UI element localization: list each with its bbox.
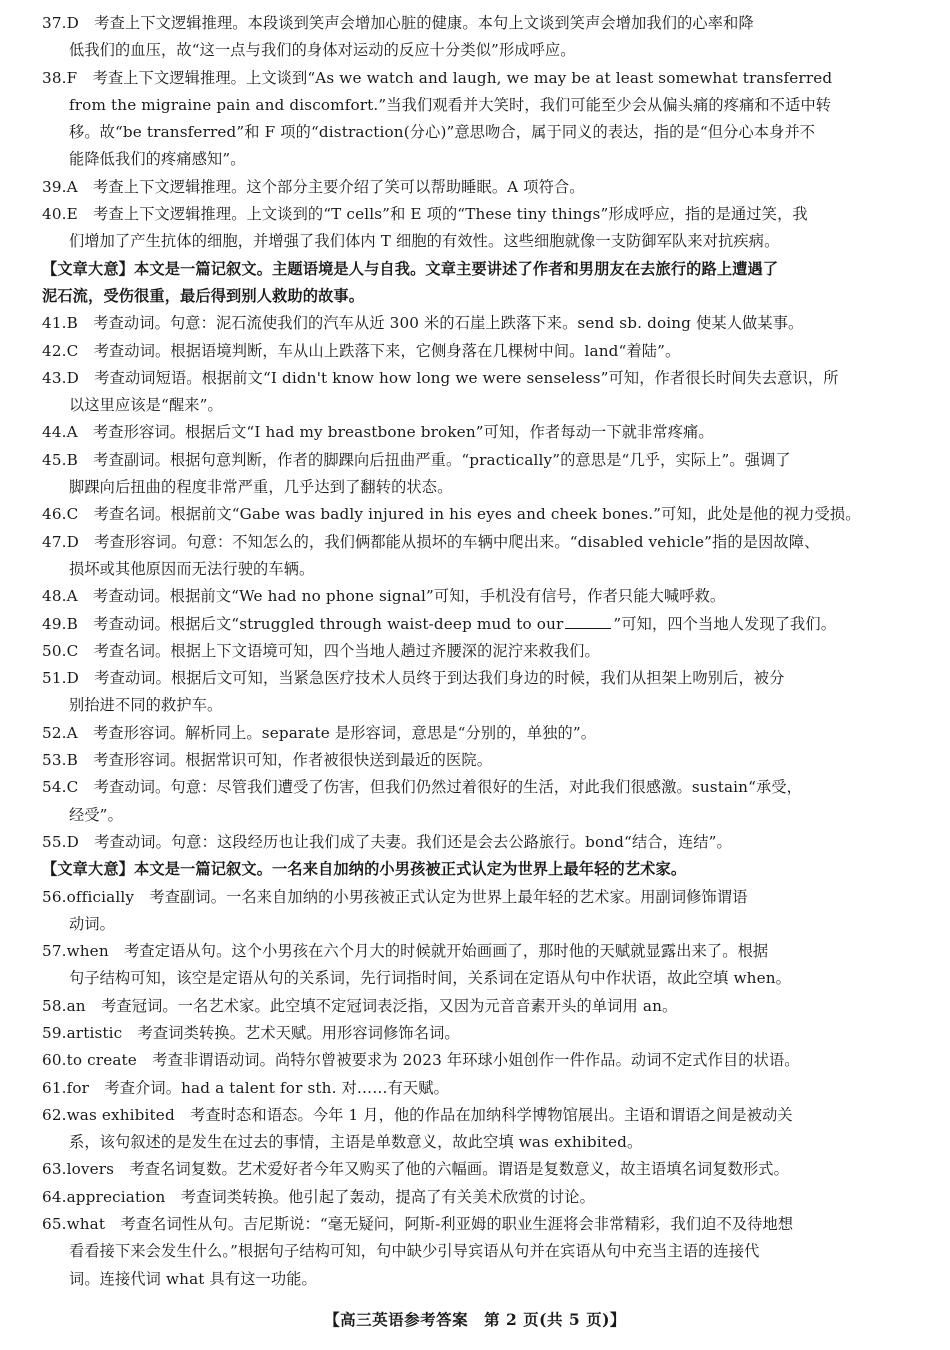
answer-line: 59.artistic 考查词类转换。艺术天赋。用形容词修饰名词。: [42, 1023, 460, 1042]
answer-line: 看看接下来会发生什么。”根据句子结构可知，句中缺少引导宾语从句并在宾语从句中充当主语的连接代: [69, 1242, 760, 1261]
answer-line: 们增加了产生抗体的细胞，并增强了我们体内 T 细胞的有效性。这些细胞就像一支防御军队来对抗疾病。: [69, 232, 780, 251]
page-footer: 【高三英语参考答案 第 2 页(共 5 页)】: [324, 1310, 626, 1329]
answer-line: 54.C 考查动词。句意：尽管我们遭受了伤害，但我们仍然过着很好的生活，对此我们很感激。sustain“承受，: [42, 778, 803, 797]
answer-line: 47.D 考查形容词。句意：不知怎么的，我们俩都能从损坏的车辆中爬出来。“disabled vehicle”指的是因故障、: [42, 532, 820, 551]
answer-line: 动词。: [69, 914, 116, 933]
answer-line: 53.B 考查形容词。根据常识可知，作者被很快送到最近的医院。: [42, 751, 493, 770]
answer-line: 62.was exhibited 考查时态和语态。今年 1 月，他的作品在加纳科学博物馆展出。主语和谓语之间是被动关: [42, 1105, 793, 1124]
answer-text-continued: ”可知，四个当地人发现了我们。: [613, 614, 837, 633]
answer-line: 46.C 考查名词。根据前文“Gabe was badly injured in his eyes and cheek bones.”可知，此处是他的视力受损。: [42, 505, 861, 524]
answer-line: 别抬进不同的救护车。: [69, 696, 223, 715]
summary-line: 【文章大意】本文是一篇记叙文。一名来自加纳的小男孩被正式认定为世界上最年轻的艺术家。: [42, 860, 687, 879]
answer-line: 55.D 考查动词。句意：这段经历也让我们成了夫妻。我们还是会去公路旅行。bond“结合，连结”。: [42, 832, 732, 851]
answer-line: 61.for 考查介词。had a talent for sth. 对……有天赋。: [42, 1078, 449, 1097]
answer-line: 损坏或其他原因而无法行驶的车辆。: [69, 559, 315, 578]
answer-line: 38.F 考查上下文逻辑推理。上文谈到“As we watch and laugh, we may be at least somewhat transferred: [42, 68, 833, 87]
summary-line: 【文章大意】本文是一篇记叙文。主题语境是人与自我。文章主要讲述了作者和男朋友在去旅行的路上遭遇了: [42, 259, 779, 278]
answer-line: 低我们的血压，故“这一点与我们的身体对运动的反应十分类似”形成呼应。: [69, 41, 576, 60]
answer-line: 37.D 考查上下文逻辑推理。本段谈到笑声会增加心脏的健康。本句上文谈到笑声会增加我们的心率和降: [42, 14, 754, 32]
answer-line: 51.D 考查动词。根据后文可知，当紧急医疗技术人员终于到达我们身边的时候，我们从担架上吻别后，被分: [42, 669, 785, 688]
answer-line: 39.A 考查上下文逻辑推理。这个部分主要介绍了笑可以帮助睡眠。A 项符合。: [42, 177, 585, 196]
answer-line: 能降低我们的疼痛感知”。: [69, 150, 246, 169]
answer-line: 64.appreciation 考查词类转换。他引起了轰动，提高了有关美术欣赏的讨论。: [42, 1187, 595, 1206]
answer-line: 44.A 考查形容词。根据后文“I had my breastbone broken”可知，作者每动一下就非常疼痛。: [42, 423, 714, 442]
answer-line: [42, 611, 914, 638]
answer-line: 60.to create 考查非谓语动词。尚特尔曾被要求为 2023 年环球小姐创作一件作品。动词不定式作目的状语。: [42, 1051, 800, 1070]
answer-line: 58.an 考查冠词。一名艺术家。此空填不定冠词表泛指，又因为元音音素开头的单词用 an。: [42, 996, 678, 1015]
summary-line: 泥石流，受伤很重，最后得到别人救助的故事。: [42, 286, 365, 305]
answer-line: 42.C 考查动词。根据语境判断，车从山上跌落下来，它侧身落在几棵树中间。land“着陆”。: [42, 341, 681, 360]
answer-key-page: [42, 10, 914, 1293]
answer-line: 系，该句叙述的是发生在过去的事情，主语是单数意义，故此空填 was exhibited。: [69, 1133, 643, 1152]
fill-in-blank: [565, 614, 611, 629]
answer-line: 以这里应该是“醒来”。: [69, 396, 223, 415]
answer-line: 52.A 考查形容词。解析同上。separate 是形容词，意思是“分别的，单独的”。: [42, 723, 597, 742]
answer-line: 经受”。: [69, 805, 123, 824]
answer-line: 40.E 考查上下文逻辑推理。上文谈到的“T cells”和 E 项的“These tiny things”形成呼应，指的是通过笑，我: [42, 205, 808, 224]
answer-line: 56.officially 考查副词。一名来自加纳的小男孩被正式认定为世界上最年轻的艺术家。用副词修饰谓语: [42, 887, 748, 906]
answer-line: 63.lovers 考查名词复数。艺术爱好者今年又购买了他的六幅画。谓语是复数意义，故主语填名词复数形式。: [42, 1160, 789, 1179]
answer-line: 词。连接代词 what 具有这一功能。: [69, 1269, 317, 1288]
answer-line: 45.B 考查副词。根据句意判断，作者的脚踝向后扭曲严重。“practically”的意思是“几乎，实际上”。强调了: [42, 450, 791, 469]
answer-line: 脚踝向后扭曲的程度非常严重，几乎达到了翻转的状态。: [69, 478, 453, 497]
answer-line: 57.when 考查定语从句。这个小男孩在六个月大的时候就开始画画了，那时他的天赋就显露出来了。根据: [42, 942, 769, 961]
answer-line: from the migraine pain and discomfort.”当我们观看并大笑时，我们可能至少会从偏头痛的疼痛和不适中转: [69, 95, 832, 114]
answer-line: 65.what 考查名词性从句。吉尼斯说：“毫无疑问，阿斯-利亚姆的职业生涯将会非常精彩，我们迫不及待地想: [42, 1215, 794, 1234]
answer-line: 50.C 考查名词。根据上下文语境可知，四个当地人趟过齐腰深的泥泞来救我们。: [42, 641, 600, 660]
answer-line: 句子结构可知，该空是定语从句的关系词，先行词指时间，关系词在定语从句中作状语，故此空填 when。: [69, 969, 791, 988]
answer-line: 41.B 考查动词。句意：泥石流使我们的汽车从近 300 米的石崖上跌落下来。send sb. doing 使某人做某事。: [42, 314, 804, 333]
answer-line: 48.A 考查动词。根据前文“We had no phone signal”可知，手机没有信号，作者只能大喊呼救。: [42, 587, 726, 606]
answer-line: 移。故“be transferred”和 F 项的“distraction(分心)”意思吻合，属于同义的表达，指的是“但分心本身并不: [69, 123, 816, 142]
answer-text: 49.B 考查动词。根据后文“struggled through waist-deep mud to our: [42, 614, 564, 633]
answer-line: 43.D 考查动词短语。根据前文“I didn't know how long we were senseless”可知，作者很长时间失去意识，所: [42, 368, 839, 387]
